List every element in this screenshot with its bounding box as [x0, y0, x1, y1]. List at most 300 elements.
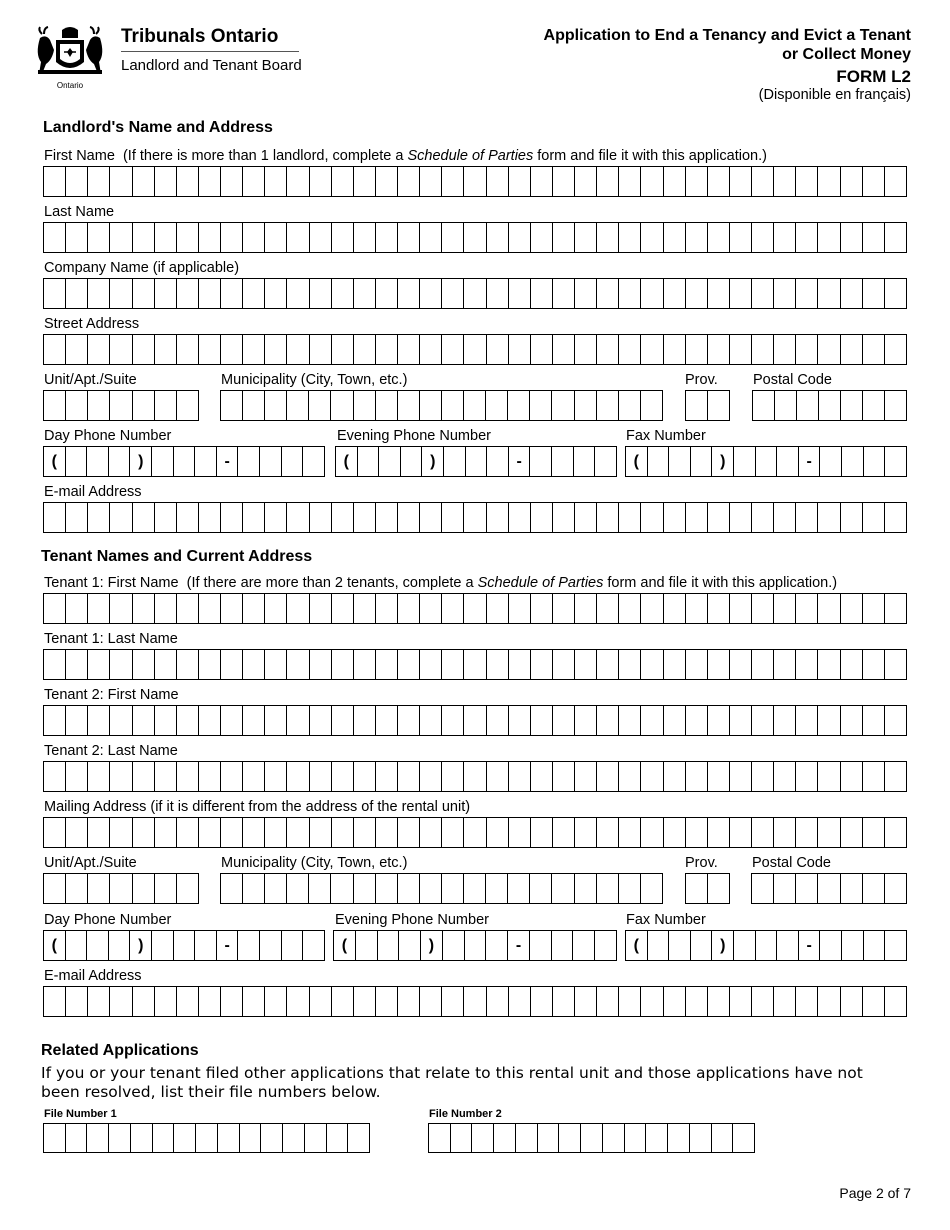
char-cell — [553, 223, 575, 252]
char-cell — [841, 650, 863, 679]
char-cell — [265, 987, 287, 1016]
char-cell — [442, 335, 464, 364]
tenant-unit-field[interactable] — [43, 873, 199, 904]
char-cell — [509, 223, 531, 252]
landlord-day-phone-label: Day Phone Number — [44, 428, 172, 444]
char-cell — [686, 874, 708, 903]
tenant-evening-phone-field[interactable] — [333, 930, 617, 961]
char-cell — [348, 1124, 369, 1152]
char-cell — [885, 594, 906, 623]
char-cell — [66, 1124, 88, 1152]
char-cell — [66, 223, 88, 252]
tenant-mailing-label: Mailing Address (if it is different from the address of the rental unit) — [44, 799, 471, 815]
landlord-prov-label: Prov. — [685, 372, 718, 388]
landlord-last-name-field[interactable] — [43, 222, 907, 253]
char-cell — [619, 335, 641, 364]
char-cell — [287, 391, 309, 420]
char-cell — [818, 762, 840, 791]
char-cell — [575, 594, 597, 623]
tenant-prov-field[interactable] — [685, 873, 730, 904]
char-cell — [752, 335, 774, 364]
char-cell — [420, 762, 442, 791]
char-cell — [863, 874, 885, 903]
char-cell — [398, 503, 420, 532]
char-cell — [531, 818, 553, 847]
char-cell — [243, 223, 265, 252]
char-cell — [420, 706, 442, 735]
char-cell — [451, 1124, 473, 1152]
landlord-company-field[interactable] — [43, 278, 907, 309]
char-cell — [265, 706, 287, 735]
org-subtitle: Landlord and Tenant Board — [121, 57, 302, 74]
label-note: (If there are more than 2 tenants, complete a — [186, 575, 474, 591]
char-cell — [398, 223, 420, 252]
char-cell — [664, 279, 686, 308]
char-cell — [44, 335, 66, 364]
tenant-mailing-field[interactable] — [43, 817, 907, 848]
char-cell — [774, 167, 796, 196]
char-cell — [686, 818, 708, 847]
char-cell — [625, 1124, 647, 1152]
char-cell — [305, 1124, 327, 1152]
tenant-email-label: E-mail Address — [44, 968, 142, 984]
tenant1-first-name-field[interactable] — [43, 593, 907, 624]
char-cell — [487, 594, 509, 623]
char-cell — [885, 279, 906, 308]
char-cell — [885, 335, 906, 364]
char-cell — [885, 167, 906, 196]
char-cell — [332, 594, 354, 623]
char-cell — [44, 594, 66, 623]
org-name: Tribunals Ontario — [121, 26, 279, 47]
char-cell — [708, 706, 730, 735]
char-cell — [155, 650, 177, 679]
char-cell — [442, 762, 464, 791]
char-cell — [509, 650, 531, 679]
char-cell — [552, 931, 574, 960]
char-cell — [553, 706, 575, 735]
char-cell — [774, 594, 796, 623]
landlord-day-phone-field[interactable] — [43, 446, 325, 477]
char-cell: ) — [422, 447, 444, 476]
char-cell — [841, 594, 863, 623]
landlord-street-field[interactable] — [43, 334, 907, 365]
label-note-italic: Schedule of Parties — [477, 575, 604, 591]
char-cell — [265, 650, 287, 679]
char-cell — [354, 391, 376, 420]
char-cell — [398, 167, 420, 196]
char-cell — [88, 503, 110, 532]
char-cell — [442, 818, 464, 847]
char-cell — [796, 874, 818, 903]
char-cell — [686, 279, 708, 308]
char-cell — [597, 391, 619, 420]
landlord-last-name-label: Last Name — [44, 204, 115, 220]
char-cell — [487, 279, 509, 308]
char-cell — [597, 762, 619, 791]
char-cell — [730, 706, 752, 735]
char-cell — [332, 987, 354, 1016]
char-cell — [133, 874, 155, 903]
char-cell — [530, 447, 552, 476]
tenant-fax-label: Fax Number — [626, 912, 706, 928]
char-cell — [820, 447, 842, 476]
char-cell — [195, 447, 217, 476]
tenant-unit-label: Unit/Apt./Suite — [44, 855, 137, 871]
char-cell — [486, 931, 508, 960]
char-cell — [708, 874, 729, 903]
char-cell — [487, 987, 509, 1016]
landlord-postal-field[interactable] — [752, 390, 907, 421]
tenant-fax-field[interactable] — [625, 930, 907, 961]
char-cell — [797, 391, 819, 420]
char-cell — [261, 1124, 283, 1152]
char-cell — [199, 762, 221, 791]
char-cell — [552, 391, 574, 420]
char-cell — [733, 1124, 754, 1152]
char-cell — [619, 167, 641, 196]
char-cell — [487, 447, 509, 476]
tenant2-last-name-field[interactable] — [43, 761, 907, 792]
char-cell — [486, 874, 508, 903]
char-cell — [332, 762, 354, 791]
char-cell — [88, 391, 110, 420]
tenant-section-title: Tenant Names and Current Address — [41, 548, 313, 565]
landlord-municipality-field[interactable] — [220, 390, 663, 421]
char-cell — [221, 167, 243, 196]
char-cell — [756, 447, 778, 476]
char-cell — [531, 223, 553, 252]
char-cell — [221, 706, 243, 735]
char-cell: ( — [44, 931, 66, 960]
char-cell — [66, 167, 88, 196]
char-cell — [177, 874, 198, 903]
char-cell — [66, 762, 88, 791]
char-cell — [221, 503, 243, 532]
char-cell — [133, 594, 155, 623]
char-cell — [66, 987, 88, 1016]
char-cell — [354, 650, 376, 679]
char-cell — [66, 335, 88, 364]
tenant2-last-name-label: Tenant 2: Last Name — [44, 743, 178, 759]
char-cell — [287, 335, 309, 364]
char-cell — [595, 447, 616, 476]
char-cell — [664, 650, 686, 679]
char-cell — [553, 335, 575, 364]
char-cell — [243, 706, 265, 735]
char-cell — [752, 706, 774, 735]
char-cell — [668, 1124, 690, 1152]
char-cell — [398, 594, 420, 623]
char-cell — [619, 223, 641, 252]
char-cell — [310, 223, 332, 252]
char-cell — [199, 279, 221, 308]
char-cell — [664, 818, 686, 847]
char-cell — [287, 987, 309, 1016]
char-cell — [110, 223, 132, 252]
char-cell — [420, 874, 442, 903]
char-cell — [464, 503, 486, 532]
char-cell — [730, 279, 752, 308]
char-cell — [619, 391, 641, 420]
char-cell — [177, 391, 198, 420]
landlord-postal-label: Postal Code — [753, 372, 832, 388]
label-text: First Name — [44, 148, 115, 164]
char-cell — [730, 223, 752, 252]
char-cell — [442, 503, 464, 532]
char-cell — [243, 650, 265, 679]
char-cell — [818, 223, 840, 252]
char-cell — [841, 335, 863, 364]
char-cell — [155, 279, 177, 308]
char-cell — [243, 279, 265, 308]
char-cell — [708, 335, 730, 364]
char-cell — [287, 279, 309, 308]
char-cell — [310, 650, 332, 679]
char-cell — [155, 167, 177, 196]
char-cell — [199, 594, 221, 623]
char-cell — [774, 874, 796, 903]
char-cell — [310, 503, 332, 532]
char-cell — [690, 1124, 712, 1152]
char-cell — [287, 594, 309, 623]
char-cell — [508, 874, 530, 903]
char-cell — [177, 503, 199, 532]
char-cell — [464, 391, 486, 420]
related-description: If you or your tenant filed other applications that relate to this rental unit and those applications have not been resolved, list their file numbers below. — [41, 1064, 863, 1101]
char-cell — [88, 762, 110, 791]
char-cell — [420, 503, 442, 532]
char-cell — [818, 706, 840, 735]
char-cell — [287, 650, 309, 679]
char-cell — [240, 1124, 262, 1152]
tenant-email-field[interactable] — [43, 986, 907, 1017]
char-cell — [155, 874, 177, 903]
char-cell — [44, 223, 66, 252]
landlord-email-label: E-mail Address — [44, 484, 142, 500]
landlord-email-field[interactable] — [43, 502, 907, 533]
form-title — [544, 26, 911, 64]
tenant-postal-field[interactable] — [751, 873, 907, 904]
char-cell — [354, 594, 376, 623]
char-cell — [309, 391, 331, 420]
char-cell — [863, 503, 885, 532]
char-cell — [155, 594, 177, 623]
char-cell: ( — [626, 931, 648, 960]
char-cell — [87, 1124, 109, 1152]
char-cell — [581, 1124, 603, 1152]
char-cell — [753, 391, 775, 420]
char-cell — [553, 594, 575, 623]
char-cell — [174, 931, 196, 960]
char-cell — [774, 223, 796, 252]
char-cell — [283, 1124, 305, 1152]
char-cell — [575, 874, 597, 903]
char-cell — [378, 931, 400, 960]
char-cell — [44, 167, 66, 196]
file-number-1-field[interactable] — [43, 1123, 370, 1153]
char-cell — [464, 279, 486, 308]
char-cell — [597, 167, 619, 196]
landlord-prov-field[interactable] — [685, 390, 730, 421]
char-cell — [199, 706, 221, 735]
char-cell — [420, 650, 442, 679]
char-cell — [110, 818, 132, 847]
char-cell — [885, 931, 906, 960]
char-cell — [243, 874, 265, 903]
char-cell — [818, 594, 840, 623]
related-section-title: Related Applications — [41, 1042, 199, 1059]
char-cell — [575, 503, 597, 532]
landlord-first-name-field[interactable] — [43, 166, 907, 197]
char-cell — [664, 167, 686, 196]
emblem-label: Ontario — [56, 81, 84, 90]
landlord-company-label: Company Name (if applicable) — [44, 260, 240, 276]
char-cell — [110, 503, 132, 532]
char-cell — [752, 279, 774, 308]
char-cell — [863, 335, 885, 364]
char-cell — [442, 874, 464, 903]
char-cell — [265, 335, 287, 364]
char-cell — [509, 818, 531, 847]
char-cell — [464, 874, 486, 903]
char-cell — [619, 706, 641, 735]
char-cell — [243, 818, 265, 847]
char-cell — [531, 335, 553, 364]
char-cell — [818, 167, 840, 196]
char-cell — [110, 706, 132, 735]
char-cell — [774, 762, 796, 791]
char-cell — [575, 650, 597, 679]
char-cell — [44, 706, 66, 735]
char-cell — [442, 167, 464, 196]
char-cell — [686, 223, 708, 252]
char-cell: ) — [712, 931, 734, 960]
landlord-section-title: Landlord's Name and Address — [43, 119, 273, 136]
char-cell — [177, 818, 199, 847]
char-cell — [265, 594, 287, 623]
tenant-municipality-field[interactable] — [220, 873, 663, 904]
char-cell — [420, 391, 442, 420]
char-cell — [303, 931, 324, 960]
char-cell — [133, 818, 155, 847]
char-cell — [332, 818, 354, 847]
char-cell — [553, 503, 575, 532]
char-cell — [464, 167, 486, 196]
char-cell — [88, 594, 110, 623]
ontario-emblem — [34, 26, 106, 92]
char-cell — [399, 931, 421, 960]
char-cell — [531, 762, 553, 791]
tenant1-last-name-field[interactable] — [43, 649, 907, 680]
landlord-fax-label: Fax Number — [626, 428, 706, 444]
char-cell — [44, 650, 66, 679]
char-cell — [66, 706, 88, 735]
file-number-2-label: File Number 2 — [429, 1108, 502, 1120]
char-cell — [818, 818, 840, 847]
char-cell — [88, 223, 110, 252]
char-cell — [177, 279, 199, 308]
char-cell — [310, 818, 332, 847]
char-cell — [595, 931, 616, 960]
char-cell — [429, 1124, 451, 1152]
char-cell — [287, 818, 309, 847]
tenant-evening-phone-label: Evening Phone Number — [335, 912, 489, 928]
char-cell — [574, 447, 596, 476]
char-cell — [734, 931, 756, 960]
char-cell — [310, 987, 332, 1016]
char-cell — [885, 874, 906, 903]
tenant-day-phone-field[interactable] — [43, 930, 325, 961]
char-cell — [648, 931, 670, 960]
landlord-unit-field[interactable] — [43, 390, 199, 421]
char-cell — [110, 335, 132, 364]
char-cell — [531, 987, 553, 1016]
file-number-2-field[interactable] — [428, 1123, 755, 1153]
char-cell — [354, 987, 376, 1016]
char-cell — [575, 279, 597, 308]
char-cell — [686, 167, 708, 196]
char-cell — [287, 503, 309, 532]
char-cell — [487, 818, 509, 847]
landlord-fax-field[interactable] — [625, 446, 907, 477]
char-cell — [864, 931, 886, 960]
tenant-prov-label: Prov. — [685, 855, 718, 871]
char-cell — [641, 503, 663, 532]
char-cell — [376, 987, 398, 1016]
char-cell — [401, 447, 423, 476]
char-cell — [243, 987, 265, 1016]
char-cell — [133, 167, 155, 196]
char-cell — [664, 335, 686, 364]
char-cell — [442, 987, 464, 1016]
char-cell — [354, 874, 376, 903]
char-cell — [553, 167, 575, 196]
char-cell — [195, 931, 217, 960]
tenant2-first-name-field[interactable] — [43, 705, 907, 736]
char-cell — [174, 1124, 196, 1152]
char-cell — [531, 503, 553, 532]
form-id: FORM L2 — [836, 67, 911, 86]
char-cell — [177, 762, 199, 791]
char-cell — [44, 279, 66, 308]
char-cell: - — [508, 931, 530, 960]
char-cell — [730, 335, 752, 364]
char-cell — [310, 594, 332, 623]
char-cell — [885, 706, 906, 735]
char-cell — [218, 1124, 240, 1152]
char-cell — [619, 987, 641, 1016]
char-cell — [885, 818, 906, 847]
char-cell — [152, 447, 174, 476]
form-title-line2: or Collect Money — [782, 46, 911, 63]
char-cell — [310, 706, 332, 735]
char-cell — [354, 503, 376, 532]
char-cell — [508, 391, 530, 420]
char-cell — [509, 503, 531, 532]
char-cell — [398, 279, 420, 308]
char-cell — [777, 447, 799, 476]
landlord-evening-phone-field[interactable] — [335, 446, 617, 477]
char-cell — [376, 874, 398, 903]
char-cell — [152, 931, 174, 960]
char-cell — [66, 874, 88, 903]
char-cell — [487, 335, 509, 364]
char-cell — [819, 391, 841, 420]
char-cell — [641, 335, 663, 364]
char-cell — [841, 167, 863, 196]
char-cell — [155, 335, 177, 364]
